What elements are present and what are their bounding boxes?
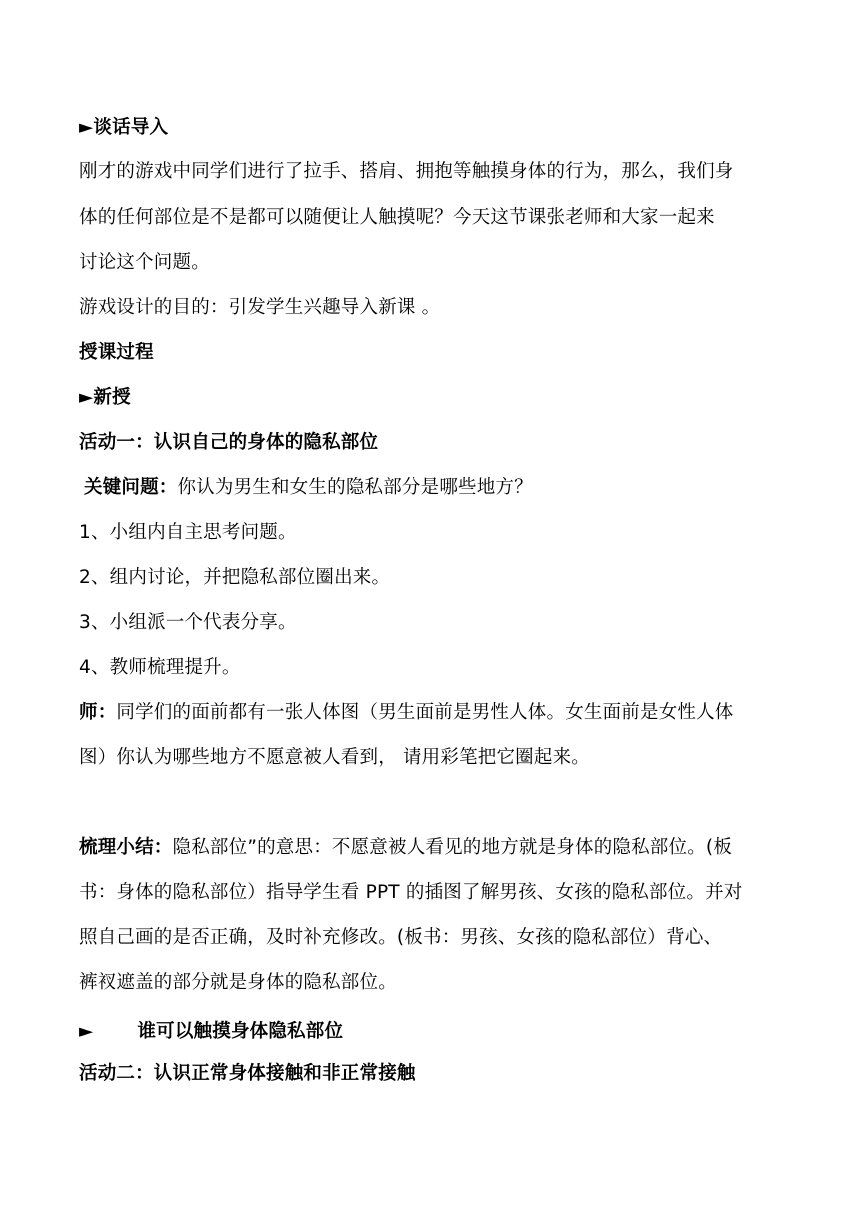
summary-line-2: 书：身体的隐私部位）指导学生看 PPT 的插图了解男孩、女孩的隐私部位。并对 — [79, 882, 743, 903]
teacher-line-1 — [79, 701, 734, 725]
teacher-line-2: 图）你认为哪些地方不愿意被人看到， 请用彩笔把它圈起来。 — [79, 747, 590, 768]
teacher-text-1: 同学们的面前都有一张人体图（男生面前是男性人体。女生面前是女性人体 — [116, 702, 734, 723]
step-item: 1、小组内自主思考问题。 — [79, 522, 297, 543]
teacher-label: 师： — [79, 702, 117, 723]
intro-heading: ►谈话导入 — [79, 117, 169, 138]
key-question-text: 你认为男生和女生的隐私部分是哪些地方？ — [177, 477, 533, 498]
intro-paragraph-line-1: 刚才的游戏中同学们进行了拉手、搭肩、拥抱等触摸身体的行为，那么，我们身 — [79, 161, 734, 182]
intro-paragraph-line-2: 体的任何部位是不是都可以随便让人触摸呢？今天这节课张老师和大家一起来 — [79, 207, 715, 228]
step-item: 3、小组派一个代表分享。 — [79, 612, 297, 633]
process-heading: 授课过程 — [79, 342, 154, 363]
activity-one-heading: 活动一：认识自己的身体的隐私部位 — [79, 432, 379, 453]
summary-line-4: 裤衩遮盖的部分就是身体的隐私部位。 — [79, 972, 397, 993]
step-item: 2、组内讨论，并把隐私部位圈出来。 — [79, 567, 391, 588]
new-lesson-heading: ►新授 — [79, 387, 131, 408]
arrow-icon: ► — [79, 1021, 94, 1042]
game-purpose-text: 游戏设计的目的：引发学生兴趣导入新课 。 — [79, 297, 441, 318]
summary-text-1: 隐私部位”的意思：不愿意被人看见的地方就是身体的隐私部位。(板 — [172, 837, 733, 858]
key-question — [84, 476, 533, 500]
key-question-label: 关键问题： — [84, 477, 178, 498]
summary-line-3: 照自己画的是否正确，及时补充修改。(板书：男孩、女孩的隐私部位）背心、 — [79, 927, 723, 948]
summary-line-1 — [79, 836, 732, 860]
step-item: 4、教师梳理提升。 — [79, 657, 241, 678]
who-can-touch-heading — [79, 1020, 343, 1044]
activity-two-heading: 活动二：认识正常身体接触和非正常接触 — [79, 1063, 416, 1084]
summary-label: 梳理小结： — [79, 837, 173, 858]
intro-paragraph-line-3: 讨论这个问题。 — [79, 252, 210, 273]
who-can-touch-text: 谁可以触摸身体隐私部位 — [137, 1021, 344, 1042]
